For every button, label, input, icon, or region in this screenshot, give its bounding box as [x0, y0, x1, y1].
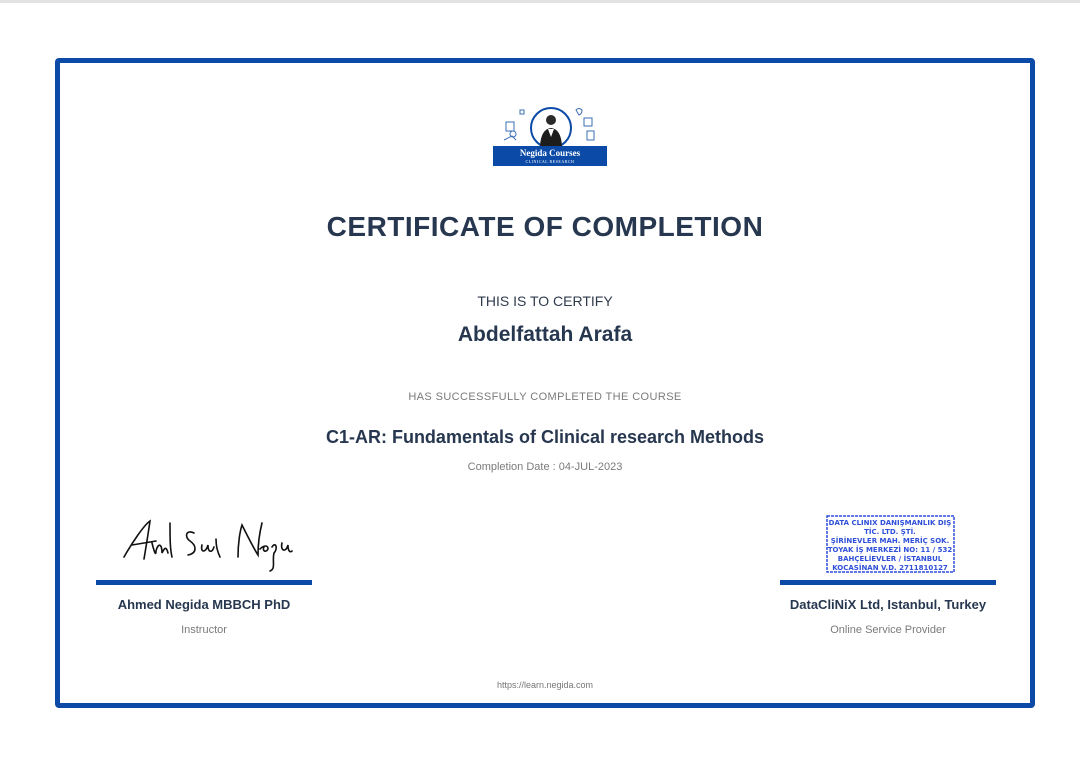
company-stamp: [823, 513, 958, 575]
recipient-name: Abdelfattah Arafa: [457, 323, 633, 346]
logo-subtitle: CLINICAL RESEARCH: [525, 159, 575, 164]
instructor-name: Ahmed Negida MBBCH PhD: [117, 597, 291, 612]
provider-signature-line: [780, 580, 996, 585]
stamp-line-3: ŞİRİNEVLER MAH. MERİÇ SOK.: [830, 537, 950, 545]
logo-banner: [493, 146, 607, 166]
certify-text: THIS IS TO CERTIFY: [477, 293, 613, 309]
provider-name: DataCliNiX Ltd, Istanbul, Turkey: [789, 597, 987, 612]
completed-text: HAS SUCCESSFULLY COMPLETED THE COURSE: [408, 391, 682, 403]
footer-url: https://learn.negida.com: [496, 680, 594, 690]
certificate-title: CERTIFICATE OF COMPLETION: [326, 211, 764, 242]
top-divider: [0, 0, 1080, 3]
instructor-signature-line: [96, 580, 312, 585]
stamp-line-1: DATA CLINIX DANIŞMANLIK DIŞ: [828, 519, 952, 527]
course-title: C1-AR: Fundamentals of Clinical research Methods: [325, 427, 765, 447]
instructor-role: Instructor: [181, 624, 227, 636]
negida-courses-logo: [492, 104, 610, 166]
stamp-line-6: KOCASİNAN V.D. 2711810127: [832, 564, 948, 572]
certificate-frame: [55, 58, 1035, 708]
stamp-line-4: TOYAK İŞ MERKEZİ NO: 11 / 532: [827, 546, 953, 554]
logo-name: Negida Courses: [519, 148, 581, 158]
provider-role: Online Service Provider: [830, 624, 946, 636]
instructor-signature: [110, 513, 296, 573]
stamp-line-5: BAHÇELİEVLER / İSTANBUL: [837, 555, 943, 563]
stamp-line-2: TİC. LTD. ŞTİ.: [864, 528, 916, 536]
completion-date: Completion Date : 04-JUL-2023: [467, 461, 623, 473]
